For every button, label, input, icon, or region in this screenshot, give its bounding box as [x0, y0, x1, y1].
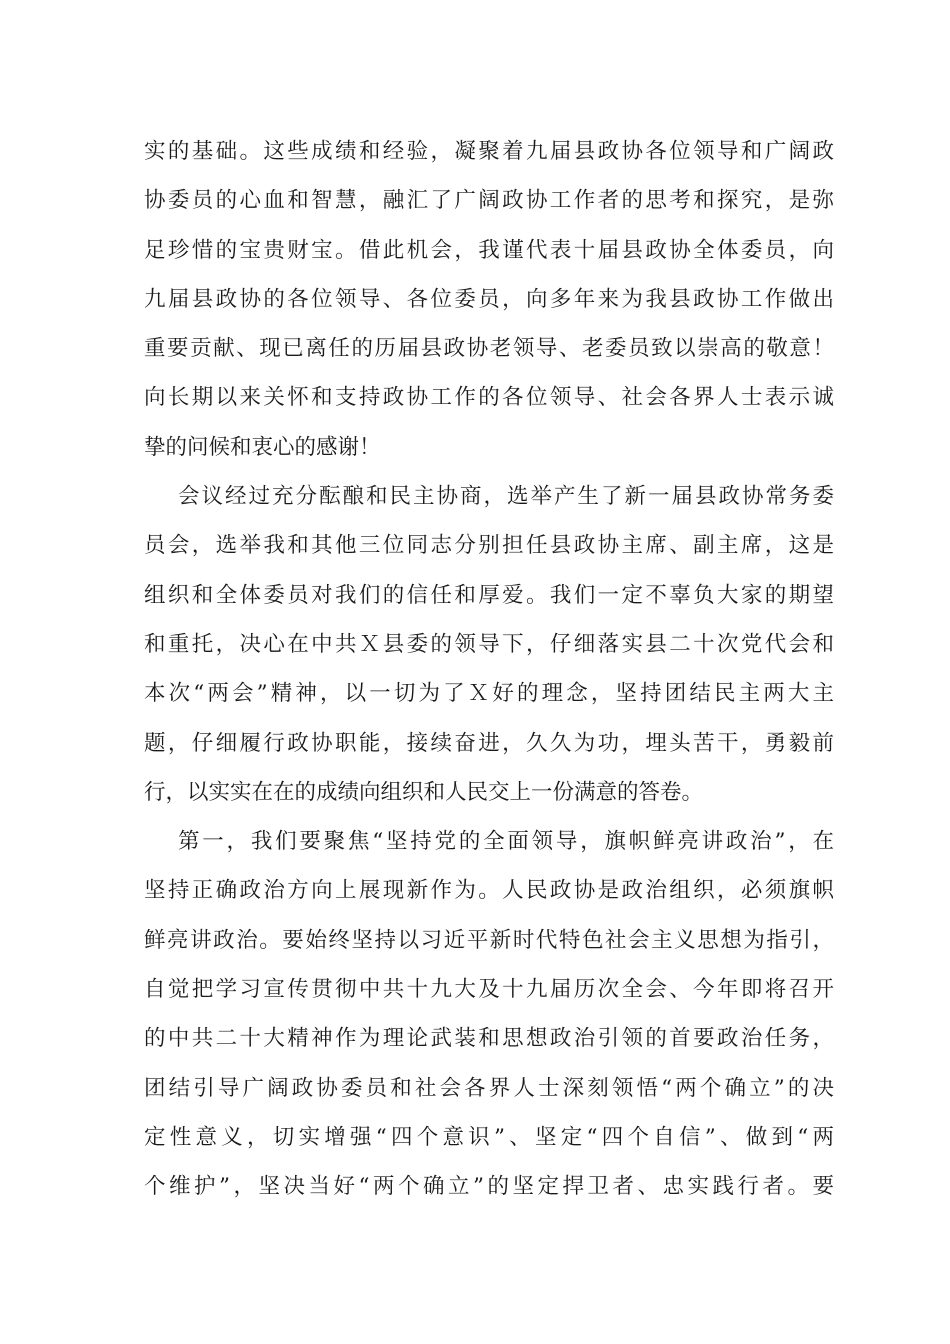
paragraph-first-line: 会议经过充分酝酿和民主协商，选举产生了新一届县政协常务委 — [178, 484, 834, 510]
text-line: 协委员的心血和智慧，融汇了广阔政协工作者的思考和探究，是弥 — [144, 188, 834, 214]
text-line: 坚持正确政治方向上展现新作为。人民政协是政治组织，必须旗帜 — [144, 878, 834, 904]
text-line: 团结引导广阔政协委员和社会各界人士深刻领悟“两个确立”的决 — [144, 1075, 834, 1101]
text-line: 题，仔细履行政协职能，接续奋进，久久为功，埋头苦干，勇毅前 — [144, 730, 834, 756]
text-line: 实的基础。这些成绩和经验，凝聚着九届县政协各位领导和广阔政 — [144, 139, 834, 164]
document-body — [144, 127, 834, 1212]
text-line: 本次“两会”精神，以一切为了Ｘ好的理念，坚持团结民主两大主 — [144, 681, 834, 707]
text-line: 向长期以来关怀和支持政协工作的各位领导、社会各界人士表示诚 — [144, 385, 834, 411]
paragraph-first-line: 第一，我们要聚焦“坚持党的全面领导，旗帜鲜亮讲政治”，在 — [178, 829, 834, 855]
text-line: 和重托，决心在中共Ｘ县委的领导下，仔细落实县二十次党代会和 — [144, 631, 834, 657]
text-line: 自觉把学习宣传贯彻中共十九大及十九届历次全会、今年即将召开 — [144, 977, 834, 1003]
text-line: 九届县政协的各位领导、各位委员，向多年来为我县政协工作做出 — [144, 286, 834, 312]
text-line: 组织和全体委员对我们的信任和厚爱。我们一定不辜负大家的期望 — [144, 582, 834, 608]
text-line: 的中共二十大精神作为理论武装和思想政治引领的首要政治任务， — [144, 1026, 834, 1052]
text-line: 挚的问候和衷心的感谢！ — [144, 434, 381, 460]
text-line: 员会，选举我和其他三位同志分别担任县政协主席、副主席，这是 — [144, 533, 834, 559]
text-line: 鲜亮讲政治。要始终坚持以习近平新时代特色社会主义思想为指引， — [144, 927, 834, 953]
text-line: 定性意义，切实增强“四个意识”、坚定“四个自信”、做到“两 — [144, 1124, 834, 1150]
text-line: 个维护”，坚决当好“两个确立”的坚定捍卫者、忠实践行者。要 — [144, 1174, 834, 1200]
text-line: 足珍惜的宝贵财宝。借此机会，我谨代表十届县政协全体委员，向 — [144, 237, 834, 263]
text-line: 重要贡献、现已离任的历届县政协老领导、老委员致以崇高的敬意！ — [144, 336, 834, 362]
text-line: 行，以实实在在的成绩向组织和人民交上一份满意的答卷。 — [144, 779, 704, 805]
